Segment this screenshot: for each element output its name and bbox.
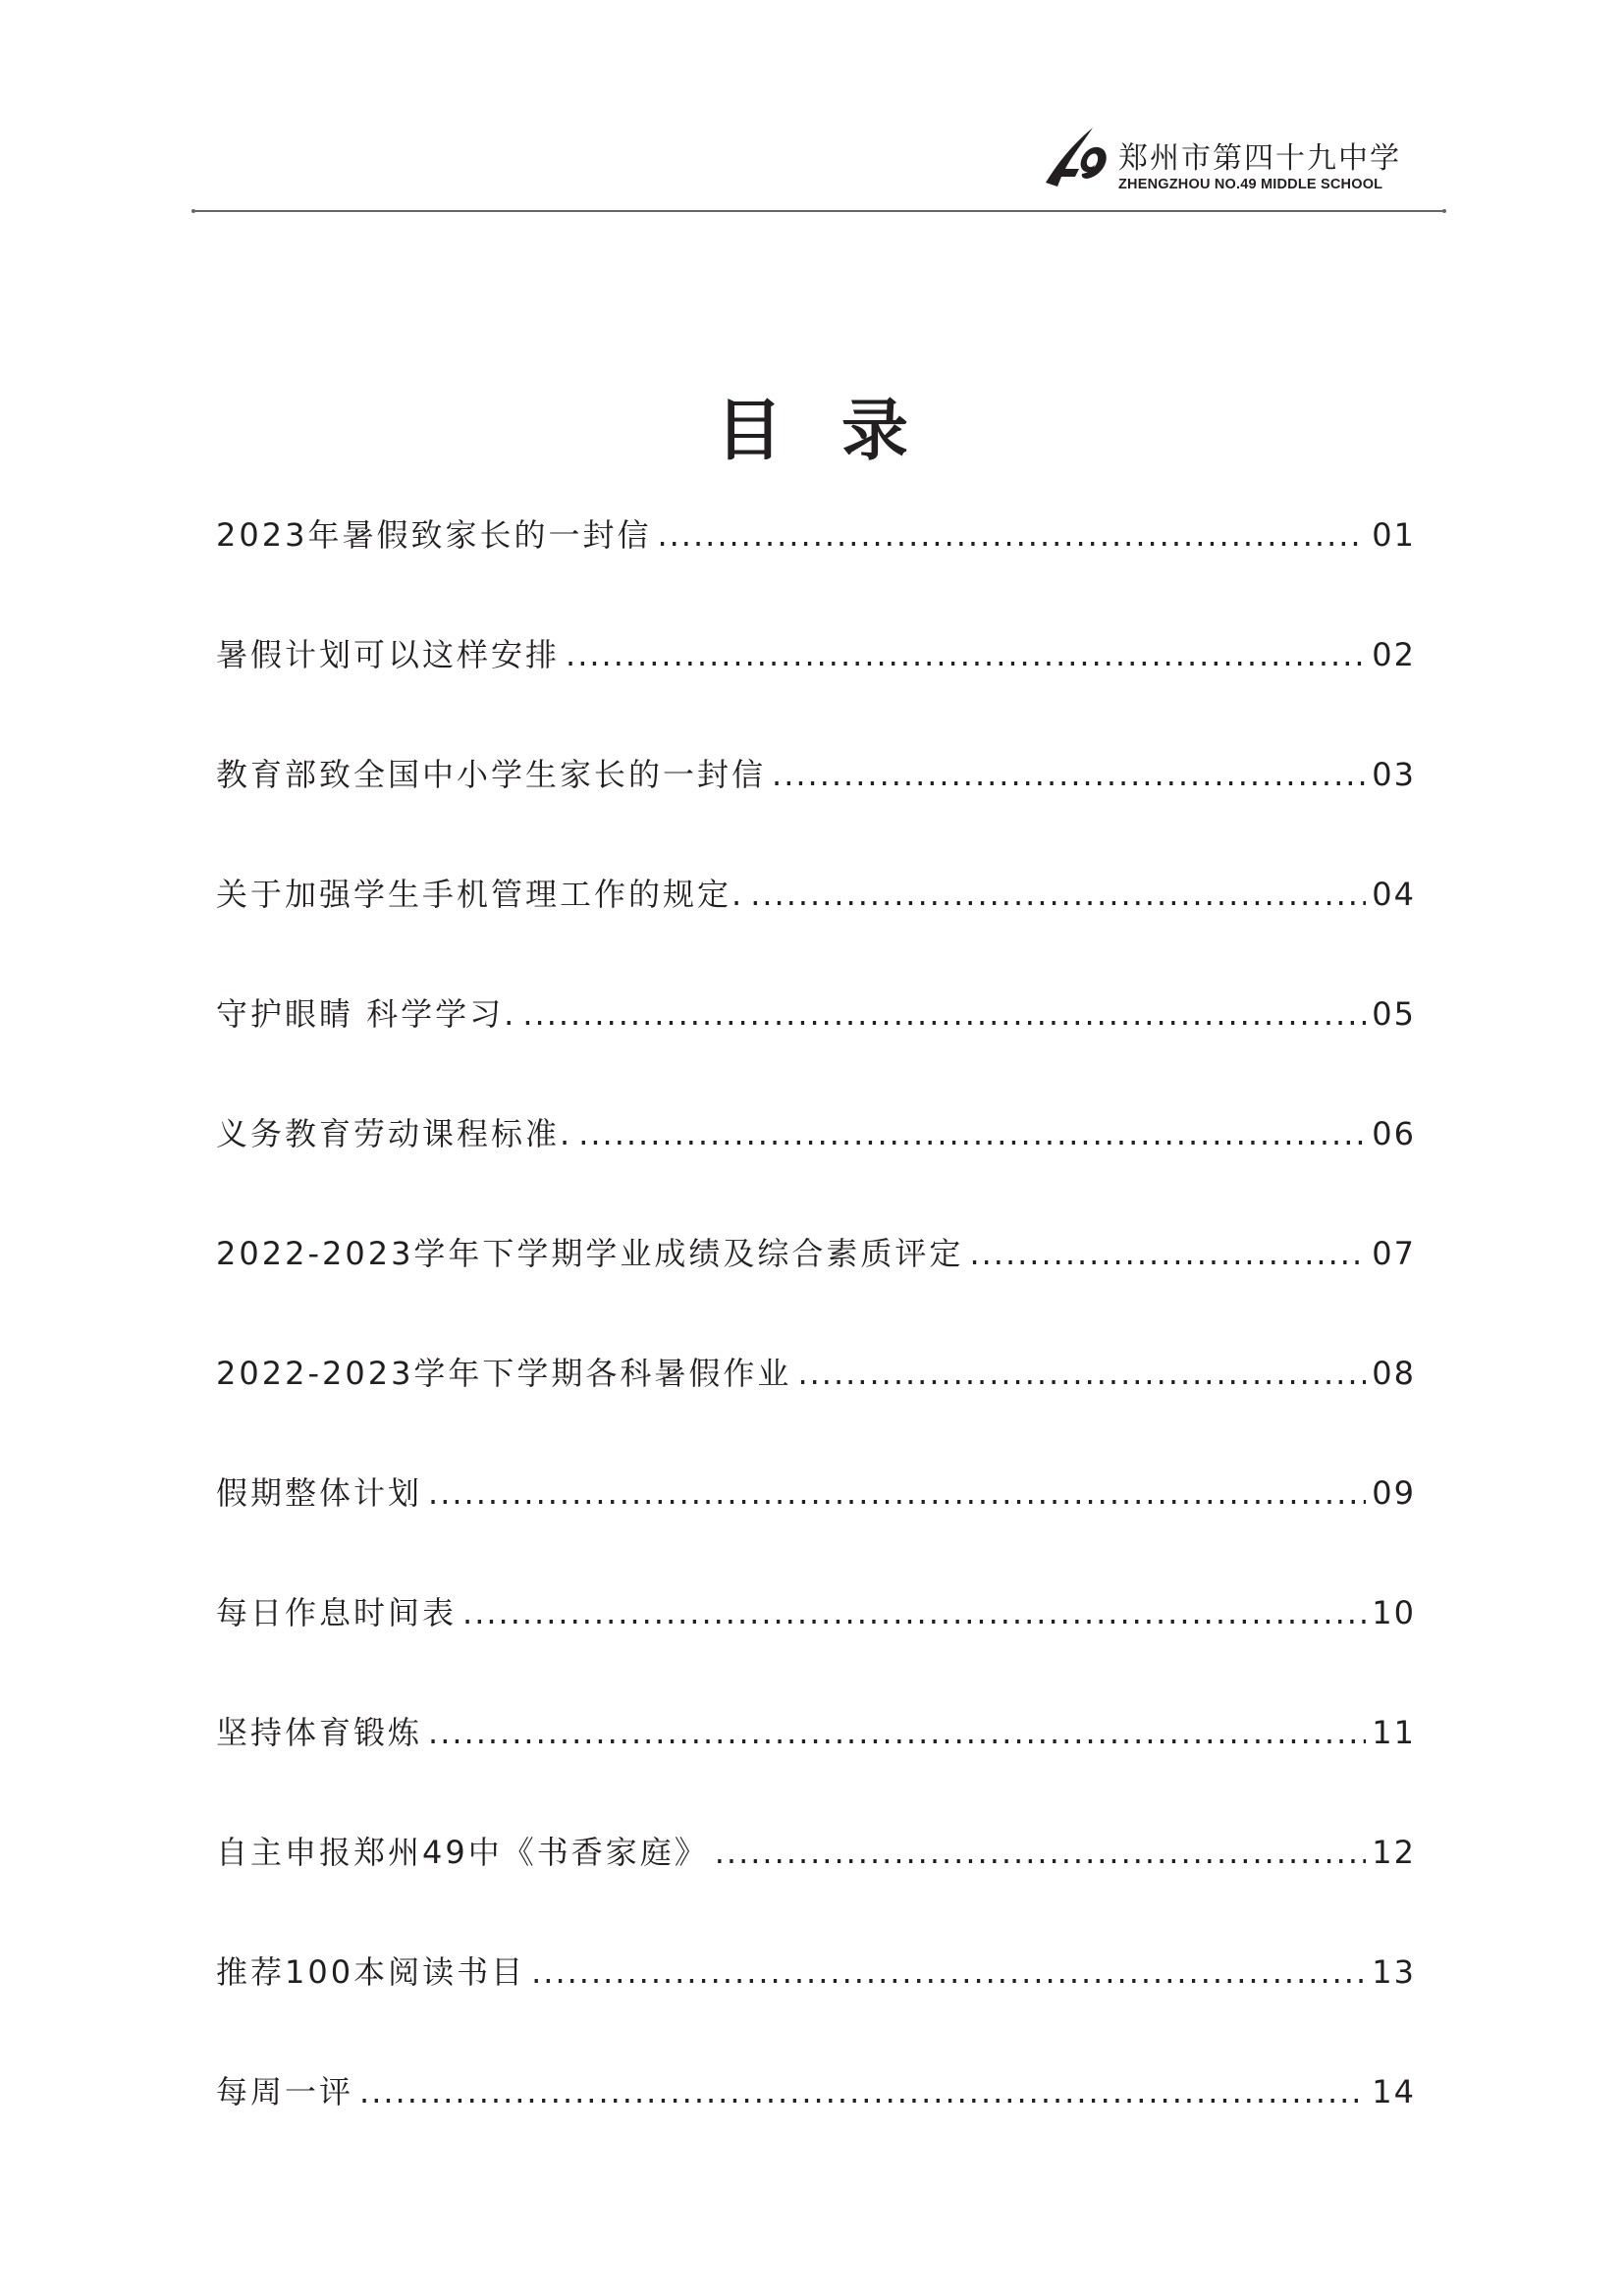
dot-leader <box>772 756 1366 793</box>
page-header <box>0 0 1624 226</box>
toc-entry-page: 05 <box>1372 995 1416 1033</box>
toc-entry[interactable] <box>216 1109 1416 1168</box>
dot-leader <box>657 516 1366 554</box>
toc-entry-page: 12 <box>1372 1834 1416 1871</box>
dot-leader <box>462 1594 1366 1631</box>
toc-entry-label: 2023年暑假致家长的一封信 <box>216 516 652 554</box>
page-title: 目录 <box>715 392 967 470</box>
toc-entry[interactable] <box>216 510 1416 569</box>
dot-leader <box>428 1474 1366 1512</box>
dot-leader <box>969 1235 1366 1272</box>
toc-entry[interactable] <box>216 1229 1416 1288</box>
school-name-english: ZHENGZHOU NO.49 MIDDLE SCHOOL <box>1118 177 1383 192</box>
dot-leader <box>797 1355 1366 1392</box>
toc-entry-page: 14 <box>1372 2073 1416 2110</box>
toc-entry-page: 10 <box>1372 1594 1416 1631</box>
toc-entry-label: 坚持体育锻炼 <box>216 1714 423 1751</box>
toc-entry-page: 11 <box>1372 1714 1416 1751</box>
toc-entry-page: 06 <box>1372 1115 1416 1152</box>
toc-entry-label: 暑假计划可以这样安排 <box>216 636 561 673</box>
toc-entry-page: 03 <box>1372 756 1416 793</box>
toc-entry-label: 推荐100本阅读书目 <box>216 1953 526 1991</box>
toc-entry[interactable] <box>216 1588 1416 1647</box>
toc-entry-label: 2022-2023学年下学期学业成绩及综合素质评定 <box>216 1235 964 1272</box>
toc-entry-label: 自主申报郑州49中《书香家庭》 <box>216 1834 709 1871</box>
toc-entry[interactable] <box>216 1828 1416 1887</box>
toc-entry-label: 假期整体计划 <box>216 1474 423 1512</box>
toc-entry-page: 08 <box>1372 1355 1416 1392</box>
toc-entry[interactable] <box>216 989 1416 1048</box>
toc-entry-label: 义务教育劳动课程标准. <box>216 1115 573 1152</box>
toc-entry[interactable] <box>216 1708 1416 1767</box>
toc-entry[interactable] <box>216 1948 1416 2006</box>
toc-entry-page: 09 <box>1372 1474 1416 1512</box>
school-name-chinese: 郑州市第四十九中学 <box>1118 141 1401 176</box>
toc-entry-page: 01 <box>1372 516 1416 554</box>
dot-leader <box>715 1834 1367 1871</box>
dot-leader <box>531 1953 1366 1991</box>
toc-entry-label: 每周一评 <box>216 2073 354 2110</box>
toc-entry-page: 13 <box>1372 1953 1416 1991</box>
toc-entry[interactable] <box>216 1349 1416 1408</box>
toc-entry-label: 关于加强学生手机管理工作的规定. <box>216 876 745 913</box>
toc-entry-page: 02 <box>1372 636 1416 673</box>
toc-entry-page: 04 <box>1372 876 1416 913</box>
toc-entry[interactable] <box>216 1468 1416 1527</box>
dot-leader <box>428 1714 1366 1751</box>
toc-entry-label: 守护眼睛 科学学习. <box>216 995 517 1033</box>
toc-entry[interactable] <box>216 630 1416 689</box>
dot-leader <box>359 2073 1366 2110</box>
school-logo-icon <box>1036 118 1114 196</box>
toc-entry-page: 07 <box>1372 1235 1416 1272</box>
dot-leader <box>522 995 1366 1033</box>
dot-leader <box>578 1115 1366 1152</box>
dot-leader <box>566 636 1366 673</box>
toc-entry[interactable] <box>216 2067 1416 2126</box>
header-divider <box>193 210 1444 212</box>
toc-entry-label: 每日作息时间表 <box>216 1594 458 1631</box>
toc-entry-label: 教育部致全国中小学生家长的一封信 <box>216 756 767 793</box>
toc-entry[interactable] <box>216 750 1416 809</box>
toc-entry[interactable] <box>216 870 1416 929</box>
toc-entry-label: 2022-2023学年下学期各科暑假作业 <box>216 1355 792 1392</box>
dot-leader <box>750 876 1366 913</box>
